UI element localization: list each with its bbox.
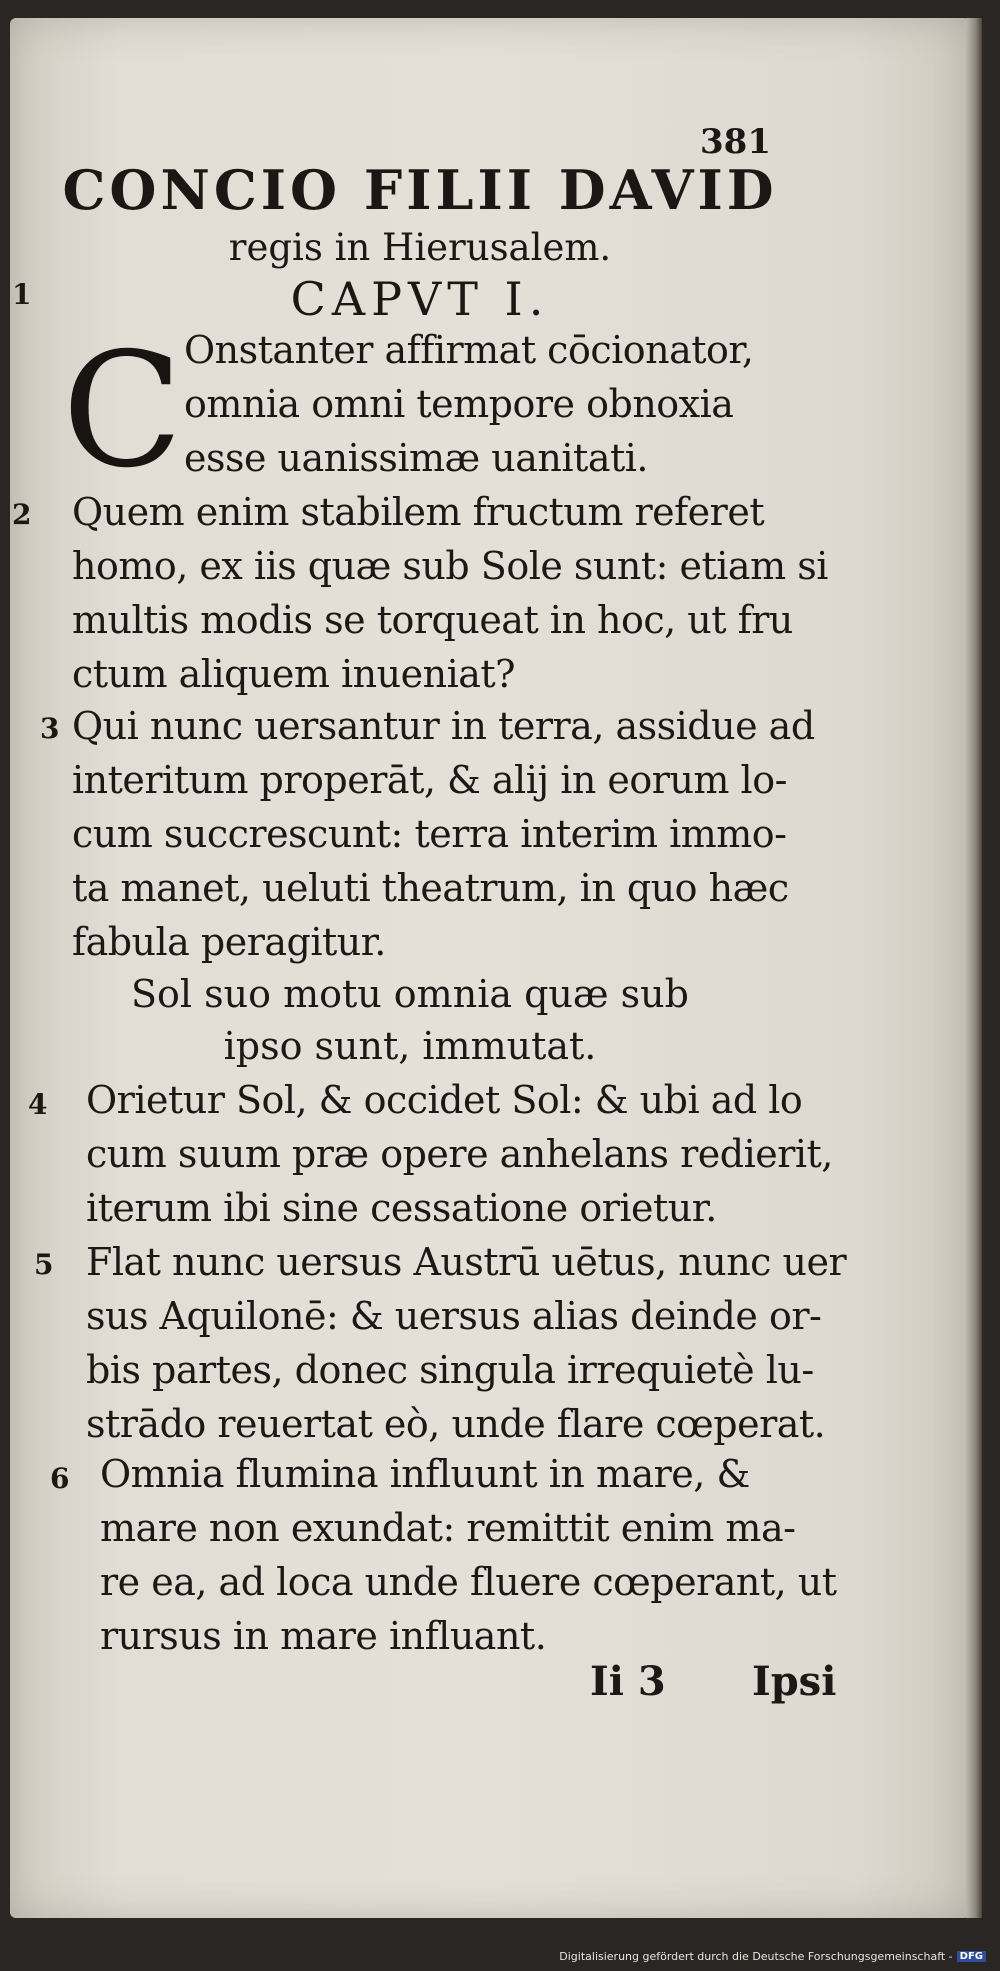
verse-4-line-2: cum suum præ opere anhelans redierit,: [86, 1132, 833, 1176]
verse-3-line-3: cum succrescunt: terra interim immo-: [72, 812, 787, 856]
verse-6-line-1: Omnia flumina influunt in mare, &: [100, 1452, 750, 1496]
summary-line-2: ipso sunt, immutat.: [223, 1024, 597, 1068]
footer-text: Digitalisierung gefördert durch die Deutsche Forschungsgemeinschaft -: [559, 1950, 953, 1963]
verse-2-line-2: homo, ex iis quæ sub Sole sunt: etiam si: [72, 544, 828, 588]
verse-5-line-2: sus Aquilonē: & uersus alias deinde or-: [86, 1294, 822, 1338]
verse-number-3: 3: [40, 712, 60, 745]
verse-6-line-4: rursus in mare influant.: [100, 1614, 547, 1658]
verse-2-line-1: Quem enim stabilem fructum referet: [72, 490, 765, 534]
verse-5-line-1: Flat nunc uersus Austrū uētus, nunc uer: [86, 1240, 847, 1284]
verse-3-line-1: Qui nunc uersantur in terra, assidue ad: [72, 704, 815, 748]
verse-2-line-3: multis modis se torqueat in hoc, ut fru: [72, 598, 793, 642]
verse-number-2: 2: [12, 498, 32, 531]
verse-1-line-1: Onstanter affirmat cōcionator,: [184, 328, 754, 372]
digitization-footer: [559, 1950, 986, 1963]
verse-6-line-2: mare non exundat: remittit enim ma-: [100, 1506, 796, 1550]
title-line-1: CONCIO FILII DAVID: [62, 158, 778, 222]
drop-cap: C: [62, 319, 183, 503]
verse-number-1: 1: [12, 278, 32, 311]
catchword: Ipsi: [752, 1658, 837, 1705]
chapter-heading: CAPVT I.: [290, 272, 550, 326]
signature-mark: Ii 3: [590, 1658, 666, 1705]
summary-line-1: Sol suo motu omnia quæ sub: [131, 972, 689, 1016]
verse-number-6: 6: [50, 1462, 70, 1495]
verse-3-line-2: interitum properāt, & alij in eorum lo-: [72, 758, 787, 802]
verse-3-line-5: fabula peragitur.: [72, 920, 386, 964]
verse-3-line-4: ta manet, ueluti theatrum, in quo hæc: [72, 866, 789, 910]
dfg-logo-icon: DFG: [957, 1951, 986, 1962]
verse-2-line-4: ctum aliquem inueniat?: [72, 652, 516, 696]
verse-number-4: 4: [28, 1088, 48, 1121]
page-edge: [966, 18, 982, 1918]
verse-1-line-3: esse uanissimæ uanitati.: [184, 436, 648, 480]
title-line-2: regis in Hierusalem.: [228, 226, 612, 269]
verse-4-line-1: Orietur Sol, & occidet Sol: & ubi ad lo: [86, 1078, 803, 1122]
verse-5-line-4: strādo reuertat eò, unde flare cœperat.: [86, 1402, 826, 1446]
verse-4-line-3: iterum ibi sine cessatione orietur.: [86, 1186, 717, 1230]
verse-5-line-3: bis partes, donec singula irrequietè lu-: [86, 1348, 814, 1392]
verse-1-line-2: omnia omni tempore obnoxia: [184, 382, 734, 426]
page-number: 381: [700, 122, 771, 162]
verse-6-line-3: re ea, ad loca unde fluere cœperant, ut: [100, 1560, 837, 1604]
verse-number-5: 5: [34, 1248, 54, 1281]
